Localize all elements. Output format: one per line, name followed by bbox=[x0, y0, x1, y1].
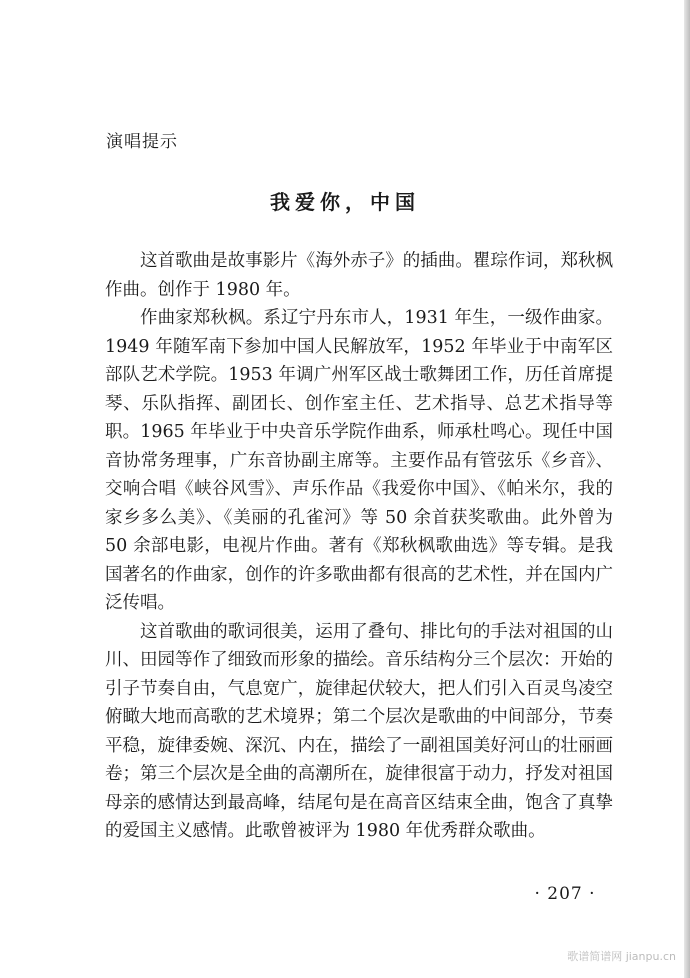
song-title: 我爱你，中国 bbox=[270, 190, 420, 214]
body-text bbox=[105, 247, 613, 846]
paragraph-song-analysis: 这首歌曲的歌词很美，运用了叠句、排比句的手法对祖国的山川、田园等作了细致而形象的描绘。音乐结构分三个层次：开始的引子节奏自由，气息宽广，旋律起伏较大，把人们引入百灵鸟凌空俯瞰大地而高歌的艺术境界；第二个层次是歌曲的中间部分，节奏平稳，旋律委婉、深沉、内在，描绘了一副祖国美好河山的壮丽画卷；第三个层次是全曲的高潮所在，旋律很富于动力，抒发对祖国母亲的感情达到最高峰，结尾句是在高音区结束全曲，饱含了真挚的爱国主义感情。此歌曾被评为 1980 年优秀群众歌曲。 bbox=[105, 621, 613, 841]
paragraph-intro: 这首歌曲是故事影片《海外赤子》的插曲。瞿琮作词，郑秋枫作曲。创作于 1980 年。 bbox=[105, 251, 613, 300]
watermark: 歌谱简谱网 jianpu.cn bbox=[567, 950, 676, 963]
page-edge-shadow bbox=[684, 0, 690, 978]
paragraph-composer-bio: 作曲家郑秋枫。系辽宁丹东市人，1931 年生，一级作曲家。1949 年随军南下参加中国人民解放军，1952 年毕业于中南军区部队艺术学院。1953 年调广州军区战士歌舞团工作，历任首席提琴、乐队指挥、副团长、创作室主任、艺术指导、总艺术指导等职。1965 年毕业于中央音乐学院作曲系，师承杜鸣心。现任中国音协常务理事，广东音协副主席等。主要作品有管弦乐《乡音》、交响合唱《峡谷风雪》、声乐作品《我爱你中国》、《帕米尔，我的家乡多么美》、《美丽的孔雀河》等 50 余首获奖歌曲。此外曾为 50 余部电影，电视片作曲。著有《郑秋枫歌曲选》等专辑。是我国著名的作曲家，创作的许多歌曲都有很高的艺术性，并在国内广泛传唱。 bbox=[105, 308, 613, 613]
section-label: 演唱提示 bbox=[106, 132, 178, 152]
page-number: · 207 · bbox=[534, 884, 596, 904]
